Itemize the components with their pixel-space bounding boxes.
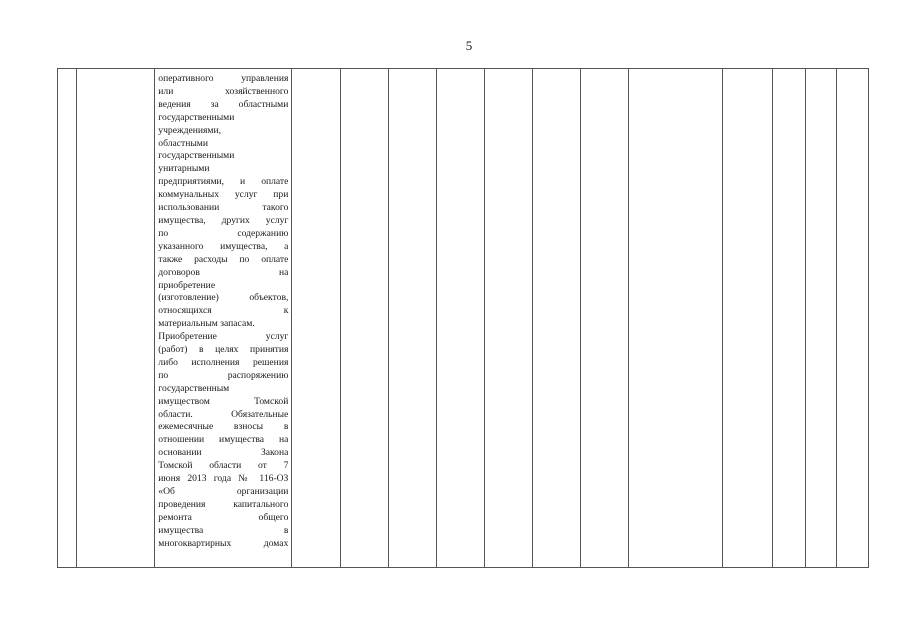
table-cell-col-8 [484,69,532,568]
description-line: материальным запасам. [158,318,255,330]
description-line: имущества, других услуг [158,214,289,226]
description-line: коммунальных услуг при [158,189,289,201]
description-line: (работ) в целях принятия [158,344,289,356]
description-line: области. Обязательные [158,408,289,420]
description-line: имуществом Томской [158,395,289,407]
description-line: государственными [158,150,235,162]
description-line: предприятиями, и оплате [158,176,289,188]
description-line: Приобретение услуг [158,331,289,343]
description-line: либо исполнения решения [158,356,289,368]
description-line: имущества в [158,524,289,536]
description-line: также расходы по оплате [158,253,289,265]
description-line: областными [158,137,209,149]
description-line: отношении имущества на [158,434,289,446]
table-cell-col-15 [837,69,869,568]
description-line: по распоряжению [158,369,289,381]
description-line: по содержанию [158,227,289,239]
table-cell-col-12 [723,69,772,568]
description-line: указанного имущества, а [158,240,289,252]
description-line: (изготовление) объектов, [158,292,289,304]
description-line: использовании такого [158,202,289,214]
description-line: договоров на [158,266,289,278]
description-line: оперативного управления [158,73,289,84]
table-row [58,69,869,568]
budget-table [57,68,869,568]
description-line: ремонта общего [158,511,289,523]
description-line: ежемесячные взносы в [158,421,289,433]
table-cell-col-14 [806,69,837,568]
description-line: унитарными [158,163,210,175]
description-line: учреждениями, [158,124,222,136]
description-cell [155,69,292,568]
description-line: ведения за областными [158,98,289,110]
table-cell-col-11 [629,69,723,568]
description-line: основании Закона [158,447,289,459]
table-cell-col-13 [772,69,805,568]
table-cell-col-7 [436,69,484,568]
description-line: «Об организации [158,486,289,497]
table-cell-col-9 [533,69,581,568]
description-line: приобретение [158,279,216,291]
table-cell-col-10 [581,69,629,568]
description-line: относящихся к [158,305,289,317]
description-line: многоквартирных домах [158,537,289,549]
description-line: Томской области от 7 [158,460,289,472]
table-cell-col-5 [340,69,388,568]
table-cell-col-2 [76,69,154,568]
description-line: проведения капитального [158,498,289,510]
description-line: или хозяйственного [158,85,289,97]
description-line: государственными [158,111,235,123]
description-line: июня 2013 года № 116-ОЗ [158,473,289,485]
table-cell-col-1 [58,69,77,568]
page-number: 5 [465,38,473,53]
description-line: государственным [158,382,230,394]
table-cell-col-6 [388,69,436,568]
table-cell-col-4 [292,69,340,568]
